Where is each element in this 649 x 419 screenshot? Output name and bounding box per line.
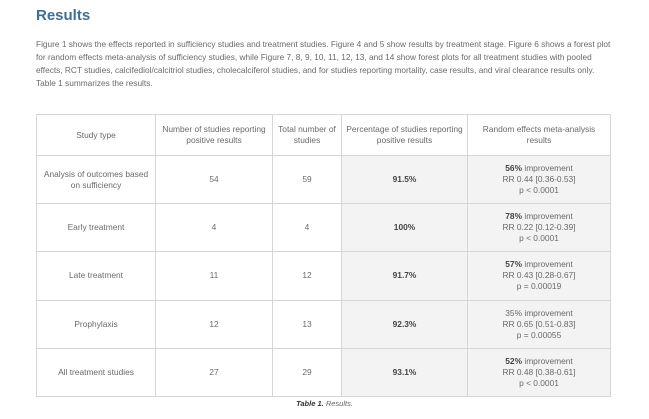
percentage-cell: 100% (342, 204, 468, 252)
random-effects-cell (468, 252, 611, 300)
improvement-word: improvement (524, 259, 573, 270)
total-cell: 29 (273, 348, 342, 396)
total-cell: 59 (273, 156, 342, 204)
positive-cell: 11 (156, 252, 273, 300)
improvement-percent: 78% (505, 211, 523, 222)
table-row (37, 204, 611, 252)
improvement-line (471, 308, 607, 319)
improvement-percent: 52% (505, 355, 523, 366)
p-value: p = 0.00055 (516, 329, 562, 340)
improvement-word: improvement (524, 307, 573, 318)
col-header-total: Total number of studies (273, 115, 342, 156)
percentage-cell: 93.1% (342, 348, 468, 396)
improvement-percent: 35% (505, 307, 523, 318)
positive-cell: 4 (156, 204, 273, 252)
total-cell: 4 (273, 204, 342, 252)
table-row (37, 348, 611, 396)
percentage-cell: 91.5% (342, 156, 468, 204)
results-paragraph: Figure 1 shows the effects reported in sufficiency studies and treatment studies. Figure 4 and 5 show results by treatment stage. Figure 6 shows a forest plot for random effects meta-analysis of sufficiency studies, while Figure 7, 8, 9, 10, 11, 12, 13, and 14 show forest plots for all treatment studies with pooled effects, RCT studies, calcifediol/calcitriol studies, cholecalciferol studies, and for studies reporting mortality, case results, and viral clearance results only. Table 1 summarizes the results. (36, 39, 611, 88)
table-caption (0, 399, 649, 408)
table-row (37, 252, 611, 300)
rr-value: RR 0.44 [0.36-0.53] (502, 174, 576, 185)
percentage-cell: 92.3% (342, 300, 468, 348)
table-row (37, 300, 611, 348)
rr-value: RR 0.43 [0.28-0.67] (502, 270, 576, 281)
rr-value: RR 0.65 [0.51-0.83] (502, 318, 576, 329)
col-header-study-type: Study type (37, 115, 156, 156)
improvement-line (471, 259, 607, 270)
positive-cell: 12 (156, 300, 273, 348)
improvement-line (471, 356, 607, 367)
study-type-cell: All treatment studies (37, 348, 156, 396)
table-row (37, 156, 611, 204)
p-value: p = 0.00019 (516, 281, 562, 292)
rr-value: RR 0.22 [0.12-0.39] (502, 222, 576, 233)
table-header-row (37, 115, 611, 156)
section-heading: Results (36, 7, 91, 24)
col-header-positive: Number of studies reporting positive results (156, 115, 273, 156)
random-effects-cell (468, 300, 611, 348)
random-effects-cell (468, 156, 611, 204)
total-cell: 13 (273, 300, 342, 348)
positive-cell: 27 (156, 348, 273, 396)
study-type-cell: Early treatment (37, 204, 156, 252)
improvement-word: improvement (524, 211, 573, 222)
improvement-word: improvement (524, 355, 573, 366)
caption-text: Results. (325, 399, 353, 408)
study-type-cell: Analysis of outcomes based on sufficiency (37, 156, 156, 204)
total-cell: 12 (273, 252, 342, 300)
p-value: p < 0.0001 (519, 185, 559, 196)
caption-label: Table 1. (296, 399, 324, 408)
study-type-cell: Late treatment (37, 252, 156, 300)
p-value: p < 0.0001 (519, 377, 559, 388)
improvement-line (471, 211, 607, 222)
col-header-percentage: Percentage of studies reporting positive results (342, 115, 468, 156)
improvement-percent: 57% (505, 259, 523, 270)
rr-value: RR 0.48 [0.38-0.61] (502, 366, 576, 377)
percentage-cell: 91.7% (342, 252, 468, 300)
p-value: p < 0.0001 (519, 233, 559, 244)
random-effects-cell (468, 348, 611, 396)
study-type-cell: Prophylaxis (37, 300, 156, 348)
random-effects-cell (468, 204, 611, 252)
improvement-word: improvement (524, 163, 573, 174)
results-table (36, 114, 611, 397)
positive-cell: 54 (156, 156, 273, 204)
improvement-line (471, 163, 607, 174)
col-header-random-effects: Random effects meta-analysis results (468, 115, 611, 156)
improvement-percent: 56% (505, 163, 523, 174)
